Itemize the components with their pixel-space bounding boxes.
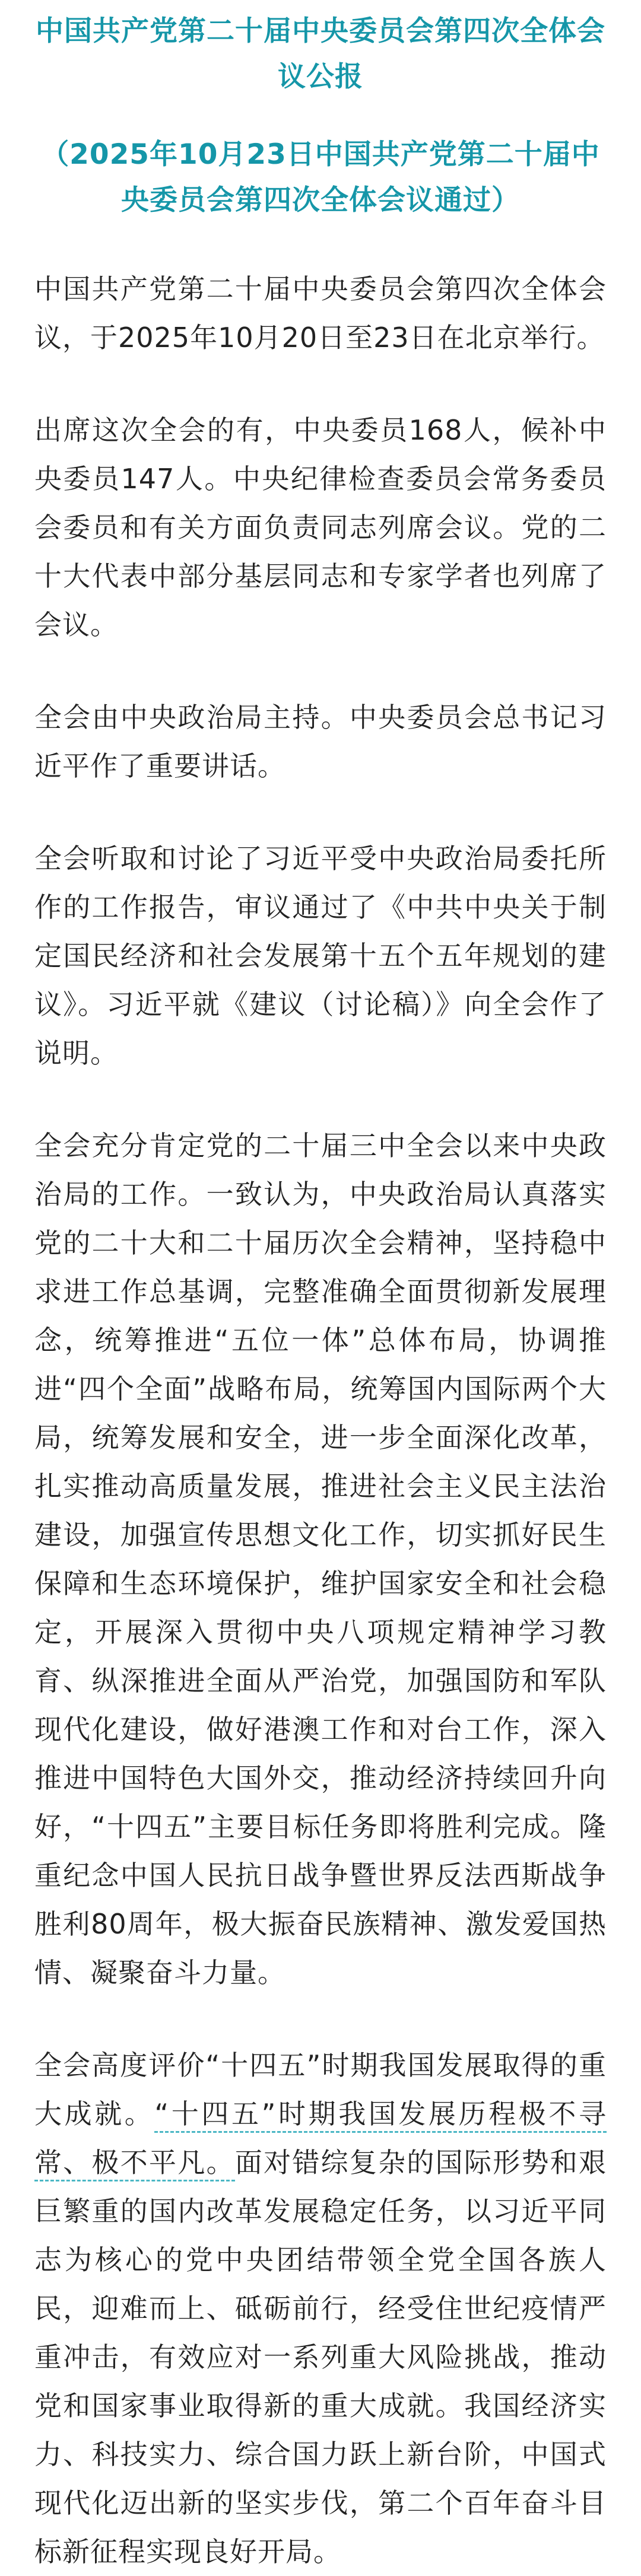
paragraph-presided: 全会由中央政治局主持。中央委员会总书记习近平作了重要讲话。 [34, 701, 607, 782]
article-body [34, 265, 607, 2576]
article-title: 中国共产党第二十届中央委员会第四次全体会议公报 [36, 15, 605, 93]
achievements-rest: 面对错综复杂的国际形势和艰巨繁重的国内改革发展稳定任务，以习近平同志为核心的党中央团结带领全党全国各族人民，迎难而上、砥砺前行，经受住世纪疫情严重冲击，有效应对一系列重大风险挑战，推动党和国家事业取得新的重大成就。我国经济实力、科技实力、综合国力跃上新台阶，中国式现代化迈出新的坚实步伐，第二个百年奋斗目标新征程实现良好开局。 [34, 2146, 607, 2568]
paragraph-achievements [34, 2041, 607, 2576]
highlighted-sentence[interactable]: “十四五”时期我国发展历程极不寻常、极不平凡。 [34, 2098, 607, 2181]
paragraph-meeting-date: 中国共产党第二十届中央委员会第四次全体会议，于2025年10月20日至23日在北京举行。 [34, 273, 607, 354]
paragraph-report: 全会听取和讨论了习近平受中央政治局委托所作的工作报告，审议通过了《中共中央关于制定国民经济和社会发展第十五个五年规划的建议》。习近平就《建议（讨论稿）》向全会作了说明。 [34, 842, 607, 1069]
article-subtitle: （2025年10月23日中国共产党第二十届中央委员会第四次全体会议通过） [41, 138, 600, 217]
paragraph-attendees: 出席这次全会的有，中央委员168人，候补中央委员147人。中央纪律检查委员会常务委员会委员和有关方面负责同志列席会议。党的二十大代表中部分基层同志和专家学者也列席了会议。 [34, 414, 607, 641]
paragraph-affirmation: 全会充分肯定党的二十届三中全会以来中央政治局的工作。一致认为，中央政治局认真落实党的二十大和二十届历次全会精神，坚持稳中求进工作总基调，完整准确全面贯彻新发展理念，统筹推进“五位一体”总体布局，协调推进“四个全面”战略布局，统筹国内国际两个大局，统筹发展和安全，进一步全面深化改革，扎实推动高质量发展，推进社会主义民主法治建设，加强宣传思想文化工作，切实抓好民生保障和生态环境保护，维护国家安全和社会稳定，开展深入贯彻中央八项规定精神学习教育、纵深推进全面从严治党，加强国防和军队现代化建设，做好港澳工作和对台工作，深入推进中国特色大国外交，推动经济持续回升向好，“十四五”主要目标任务即将胜利完成。隆重纪念中国人民抗日战争暨世界反法西斯战争胜利80周年，极大振奋民族精神、激发爱国热情、凝聚奋斗力量。 [34, 1130, 607, 1989]
achievements-intro: 全会高度评价“十四五”时期我国发展取得的重大成就。 [34, 2049, 607, 2130]
